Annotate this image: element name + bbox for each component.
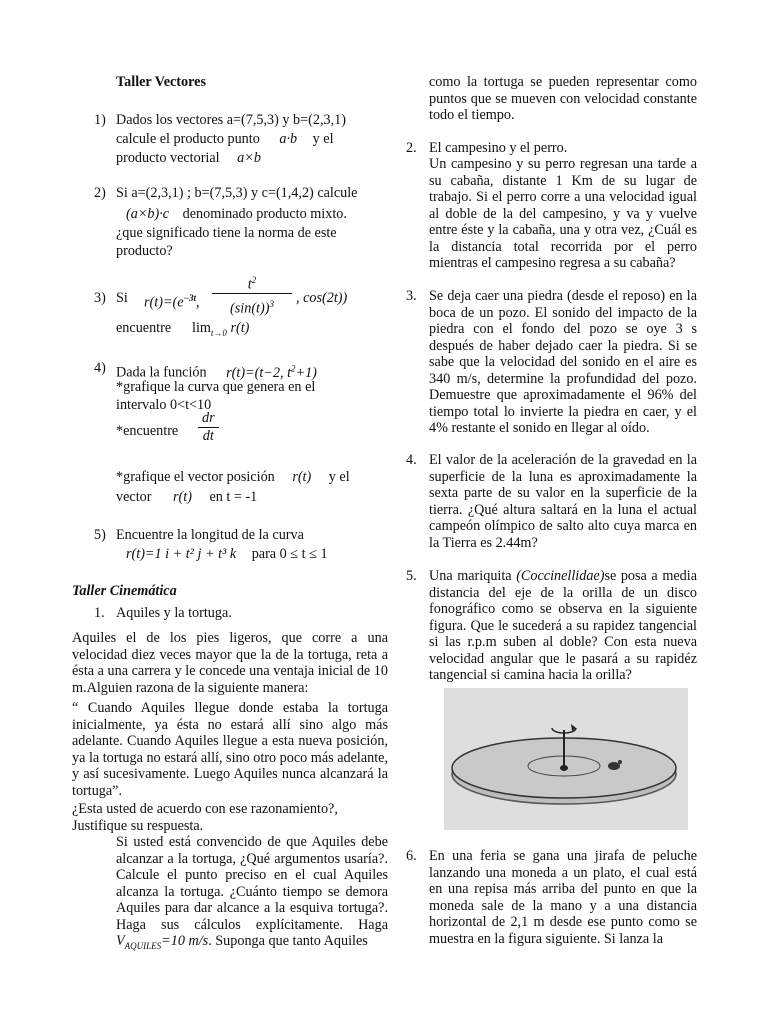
question-2-mixed-label: denominado producto mixto.: [182, 206, 347, 222]
question-1-line-1: Dados los vectores a=(7,5,3) y b=(2,3,1): [116, 112, 346, 128]
aquiles-number: 1.: [94, 605, 105, 621]
aquiles-paragraph-1: Aquiles el de los pies ligeros, que corre a una velocidad diez veces mayor que la de la tortuga, reta a ésta a una carrera y le concede una ventaja inicial de 10 m.Alguien razona de la siguiente manera:: [72, 630, 388, 696]
problem-3-number: 3.: [406, 288, 417, 304]
problem-4-body: El valor de la aceleración de la gravedad en la superficie de la luna es aproximadamente la sexta parte de su valor en la superficie de la tierra. ¿Qué altura saltará en la luna el actual campeón olímpico de salto alto cuya marca en la Tierra es 2.44m?: [429, 452, 697, 551]
problem-5-number: 5.: [406, 568, 417, 584]
question-3-fraction: $t^2$ $(\sin(t))^3$: [212, 272, 292, 319]
question-1-dot-label: calcule el producto punto: [116, 131, 260, 147]
cinematica-title: Taller Cinemática: [72, 583, 177, 599]
question-5-line-1: Encuentre la longitud de la curva: [116, 527, 304, 543]
aquiles-paragraph-2: Si usted está convencido de que Aquiles debe alcanzar a la tortuga, ¿Qué argumentos usaría?. Calcule el punto preciso en el cual Aquiles alcanza la tortuga. ¿Cuánto tiempo se demora Aquiles para dar alcance a la esquiva tortuga?. Haga sus cálculos explícitamente. Haga $V_{AQUILES}=10$ m/s. Suponga que tanto Aquiles: [116, 834, 388, 951]
problem-3-body: Se deja caer una piedra (desde el reposo) en la boca de un pozo. El sonido del impacto de la piedra con el fondo del pozo se oye 3 s después de haber dejado caer la piedra. Si se sabe que la velocidad del sonido en el aire es 340 m/s, determine la profundidad del pozo. Demuestre que aproximadamente el 96% del tiempo total lo invierte la piedra en caer, y el 4% restante el sonido en llegar al oído.: [429, 288, 697, 436]
mixed-product-expr: (a×b)·c: [126, 206, 170, 222]
record-disc-illustration: [444, 688, 688, 830]
question-1-cross-label: producto vectorial: [116, 150, 220, 166]
question-4-line-4: *encuentre: [116, 423, 179, 439]
question-3-number: 3): [94, 290, 106, 306]
dot-product-expr: a·b: [279, 131, 298, 147]
question-5-line-2: r(t)=1 i + t² j + t³ k para 0 ≤ t ≤ 1: [126, 546, 328, 562]
problem-2-number: 2.: [406, 140, 417, 156]
question-3-cos: , cos(2t)): [296, 290, 348, 306]
question-4-line-5: *grafique el vector posición r(t) y el: [116, 469, 350, 485]
question-2-line-1: Si a=(2,3,1) ; b=(7,5,3) y c=(1,4,2) calcule: [116, 185, 358, 201]
question-1-line-3: [116, 150, 261, 167]
question-4-line-1: Dada la función r(t)=(t−2, $t^2+1$): [116, 363, 317, 381]
record-disc-figure: [444, 688, 688, 830]
question-1-line-2: [116, 131, 334, 148]
question-1-and: y el: [312, 131, 334, 147]
problem-4-number: 4.: [406, 452, 417, 468]
problem-5-body: Una mariquita (Coccinellidae)se posa a media distancia del eje de la orilla de un disco fonográfico como se observa en la siguiente figura. Que le sucederá a su rapidez tangencial si las r.p.m suben al doble? Con esta nueva velocidad angular que le pasará a su rapidéz tangencial si camina hacia la orilla?: [429, 568, 697, 683]
aquiles-question: ¿Esta usted de acuerdo con ese razonamiento?, Justifique su respuesta.: [72, 801, 338, 834]
cross-product-expr: a×b: [237, 150, 261, 166]
question-5-number: 5): [94, 527, 106, 543]
question-4-number: 4): [94, 360, 106, 376]
question-1-number: 1): [94, 112, 106, 128]
question-2-line-3: ¿que significado tiene la norma de este: [116, 225, 337, 241]
vectores-title: Taller Vectores: [116, 74, 206, 90]
question-4-line-3: intervalo 0<t<10: [116, 397, 212, 413]
problem-6-number: 6.: [406, 848, 417, 864]
question-3-si: Si: [116, 290, 128, 306]
question-3-limit: $\lim_{t\to 0} r(t)$: [192, 320, 250, 338]
problem-6-body: En una feria se gana una jirafa de peluche lanzando una moneda a un plato, el cual está en una repisa más arriba del punto en que la moneda sale de la mano y a una distancia horizontal de 2,1 m desde ese punto como se muestra en la figura siguiente. Si lanza la: [429, 848, 697, 947]
question-4-line-2: *grafique la curva que genera en el: [116, 379, 316, 395]
question-3-function: $r(t)=(e^{-3t}$,: [144, 293, 200, 311]
aquiles-quote: “ Cuando Aquiles llegue donde estaba la tortuga inicialmente, ya ésta no estará allí sino algo más adelante. Cuando Aquiles llegue a esta nueva posición, ya la tortuga no estará allí, sino otro poco más adelante, y así sucesivamente. Luego Aquiles nunca alcanzará la tortuga”.: [72, 700, 388, 799]
aquiles-continuation: como la tortuga se pueden representar como puntos que se mueven con velocidad constante todo el tiempo.: [429, 74, 697, 123]
question-3-encuentre: encuentre: [116, 320, 172, 336]
question-4-derivative: dr dt: [198, 410, 219, 444]
question-2-number: 2): [94, 185, 106, 201]
question-2-line-4: producto?: [116, 243, 173, 259]
aquiles-heading: Aquiles y la tortuga.: [116, 605, 232, 621]
question-2-line-2: [126, 206, 347, 223]
question-4-line-6: vector r(t) en t = -1: [116, 489, 258, 505]
problem-2-heading: El campesino y el perro.: [429, 140, 568, 156]
problem-2-body: Un campesino y su perro regresan una tarde a su cabaña, distante 1 Km de su lugar de trabajo. Si el perro corre a una velocidad igual al doble de la del campesino, y va y vuelve entre éste y la cabaña, una y otra vez, ¿Cuál es la distancia total recorrida por el perro mientras el campesino regresa a su cabaña?: [429, 156, 697, 271]
